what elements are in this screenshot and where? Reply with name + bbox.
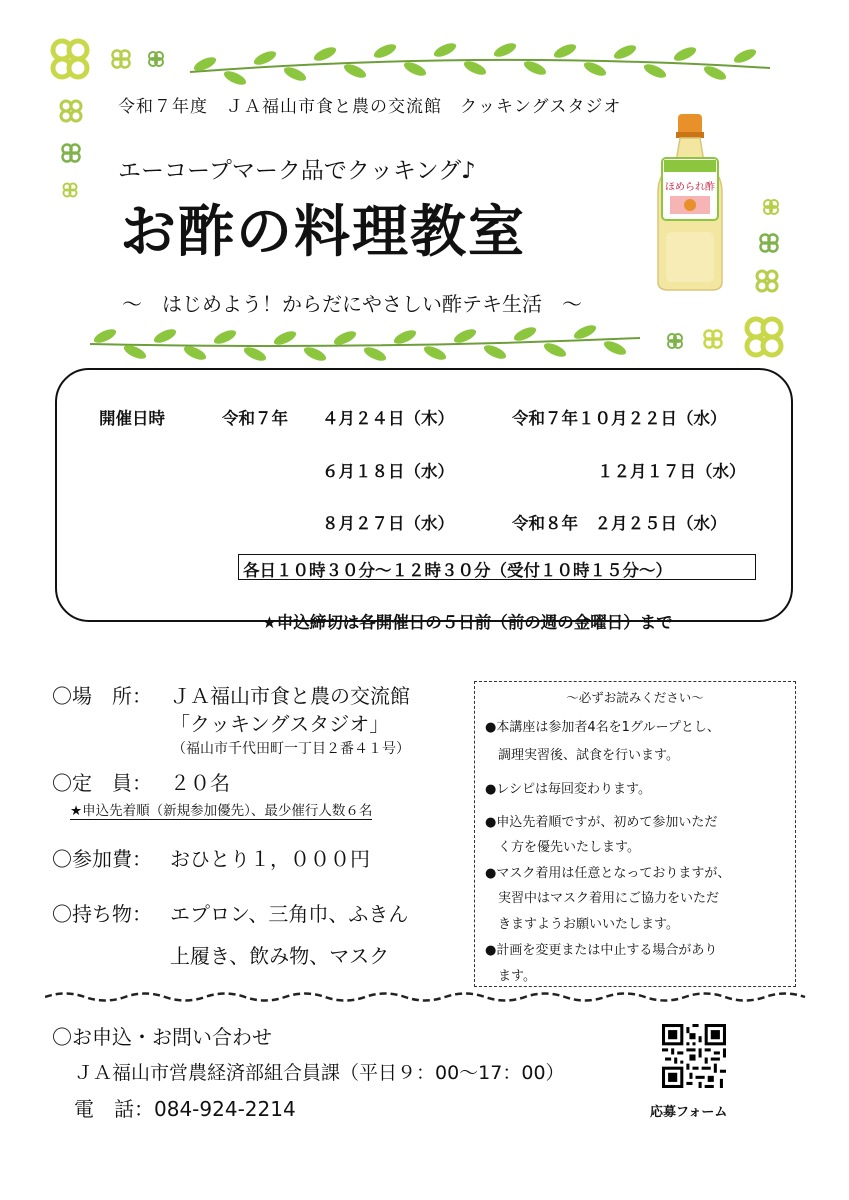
schedule-date: ４月２４日（木）	[322, 409, 454, 428]
items-label: 〇持ち物：	[52, 902, 152, 926]
place-studio: 「クッキングスタジオ」	[170, 712, 390, 736]
notice-line: ●レシピは毎回変わります。	[485, 782, 651, 797]
capacity-note: ★申込先着順（新規参加優先）、最少催行人数６名	[70, 799, 372, 820]
wavy-divider	[45, 987, 815, 1007]
notice-line: ●本講座は参加者4名を1グループとし、	[485, 720, 720, 735]
deadline-note: ★申込締切は各開催日の５日前（前の週の金曜日）まで	[262, 613, 673, 632]
contact-phone: 電 話：084-924-2214	[74, 1097, 296, 1121]
notice-line: きますようお願いいたします。	[485, 917, 679, 932]
clover-icon	[58, 140, 84, 166]
clover-icon	[56, 96, 86, 126]
fee-value: おひとり１，０００円	[170, 847, 370, 871]
schedule-label: 開催日時	[99, 409, 165, 428]
clover-icon	[145, 48, 167, 70]
capacity-label: 〇定 員：	[52, 771, 152, 795]
clover-icon	[60, 180, 80, 200]
notice-box	[474, 681, 796, 987]
notice-line: ●マスク着用は任意となっておりますが、	[485, 866, 731, 881]
clover-icon	[664, 330, 686, 352]
contact-heading: 〇お申込・お問い合わせ	[52, 1025, 272, 1049]
catch-phrase: エーコープマーク品でクッキング♪	[118, 158, 476, 184]
schedule-date: ８月２７日（水）	[322, 514, 454, 533]
notice-line: ●計画を変更または中止する場合があり	[485, 943, 718, 958]
place-address: （福山市千代田町一丁目２番４１号）	[172, 741, 410, 757]
notice-line: く方を優先いたします。	[485, 840, 640, 855]
page-title: お酢の料理教室	[120, 200, 526, 265]
organization-title: 令和７年度 ＪＡ福山市食と農の交流館 クッキングスタジオ	[118, 97, 622, 117]
schedule-date: 令和７年１０月２２日（水）	[512, 409, 727, 428]
clover-icon	[108, 46, 134, 72]
fee-label: 〇参加費：	[52, 847, 152, 871]
vinegar-bottle-image	[652, 112, 728, 292]
clover-icon	[44, 34, 96, 86]
product-label: ほめられ酢	[665, 182, 715, 193]
clover-icon	[752, 266, 782, 296]
leaf-vine-bottom	[85, 322, 645, 362]
schedule-time: 各日１０時３０分～１２時３０分（受付１０時１５分～）	[243, 561, 672, 580]
leaf-vine-top	[185, 38, 775, 98]
notice-line: 実習中はマスク着用にご協力をいただ	[485, 891, 720, 906]
items-value: エプロン、三角巾、ふきん	[170, 902, 409, 926]
notice-title: ～必ずお読みください～	[566, 690, 704, 705]
notice-line: ます。	[485, 969, 536, 984]
notice-line: ●申込先着順ですが、初めて参加いただ	[485, 815, 718, 830]
items-value: 上履き、飲み物、マスク	[170, 944, 390, 968]
place-label: 〇場 所：	[52, 684, 152, 708]
clover-icon	[756, 230, 782, 256]
subtitle: ～ はじめよう！からだにやさしい酢テキ生活 ～	[122, 292, 582, 316]
schedule-date: 令和８年 ２月２５日（水）	[512, 514, 727, 533]
qr-code-icon[interactable]	[662, 1024, 726, 1088]
contact-dept: ＪＡ福山市営農経済部組合員課（平日９：00～17：00）	[74, 1062, 565, 1084]
qr-label: 応募フォーム	[650, 1105, 728, 1120]
notice-line: 調理実習後、試食を行います。	[485, 748, 679, 763]
clover-icon	[760, 196, 782, 218]
schedule-date: ６月１８日（水）	[322, 462, 454, 481]
clover-icon	[700, 326, 726, 352]
schedule-era: 令和７年	[222, 409, 288, 428]
capacity-value: ２０名	[170, 771, 230, 795]
schedule-date: １２月１７日（水）	[597, 462, 746, 481]
clover-icon	[738, 312, 790, 364]
place-name: ＪＡ福山市食と農の交流館	[170, 684, 410, 708]
